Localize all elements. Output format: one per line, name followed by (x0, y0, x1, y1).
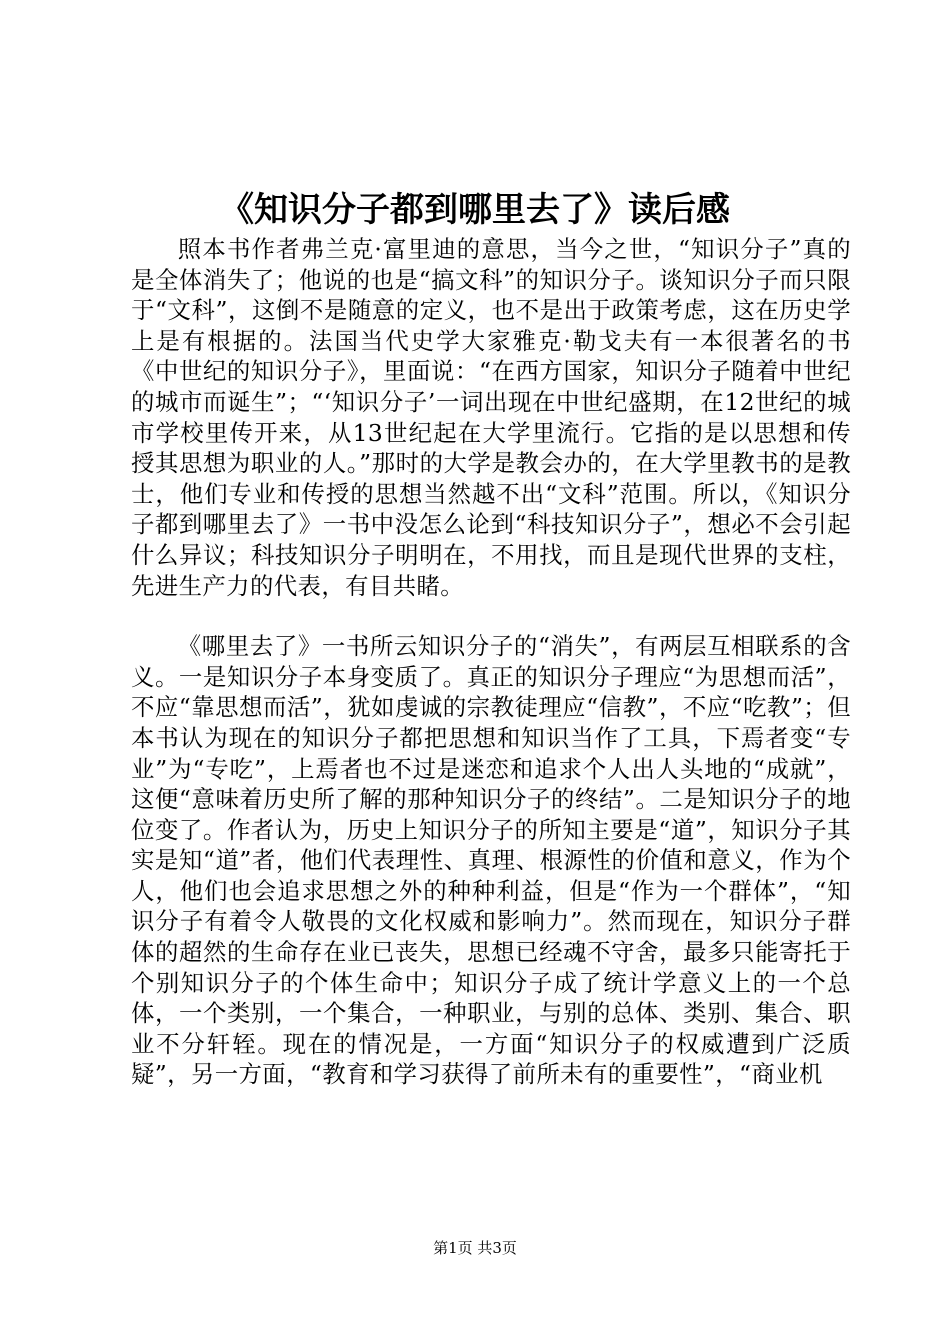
document-title: 《知识分子都到哪里去了》读后感 (220, 190, 730, 230)
page-footer: 第1页 共3页 (433, 1239, 517, 1257)
paragraph-1: 照本书作者弗兰克·富里迪的意思，当今之世，“知识分子”真的是全体消失了；他说的也是“搞文科”的知识分子。谈知识分子而只限于“文科”，这倒不是随意的定义，也不是出于政策考虑，这在历史学上是有根据的。法国当代史学大家雅克·勒戈夫有一本很著名的书《中世纪的知识分子》，里面说：“在西方国家，知识分子随着中世纪的城市而诞生”；“‘知识分子’一词出现在中世纪盛期，在12世纪的城市学校里传开来，从13世纪起在大学里流行。它指的是以思想和传授其思想为职业的人。”那时的大学是教会办的，在大学里教书的是教士，他们专业和传授的思想当然越不出“文科”范围。所以，《知识分子都到哪里去了》一书中没怎么论到“科技知识分子”，想必不会引起什么异议；科技知识分子明明在，不用找，而且是现代世界的支柱，先进生产力的代表，有目共睹。 (131, 235, 851, 600)
paragraph-2: 《哪里去了》一书所云知识分子的“消失”，有两层互相联系的含义。一是知识分子本身变质了。真正的知识分子理应“为思想而活”，不应“靠思想而活”，犹如虔诚的宗教徒理应“信教”，不应“吃教”；但本书认为现在的知识分子都把思想和知识当作了工具，下焉者变“专业”为“专吃”，上焉者也不过是迷恋和追求个人出人头地的“成就”，这便“意味着历史所了解的那种知识分子的终结”。二是知识分子的地位变了。作者认为，历史上知识分子的所知主要是“道”，知识分子其实是知“道”者，他们代表理性、真理、根源性的价值和意义，作为个人，他们也会追求思想之外的种种利益，但是“作为一个群体”，“知识分子有着令人敬畏的文化权威和影响力”。然而现在，知识分子群体的超然的生命存在业已丧失，思想已经魂不守舍，最多只能寄托于个别知识分子的个体生命中；知识分子成了统计学意义上的一个总体，一个类别，一个集合，一种职业，与别的总体、类别、集合、职业不分轩轾。现在的情况是，一方面“知识分子的权威遭到广泛质疑”，另一方面，“教育和学习获得了前所未有的重要性”，“商业机 (131, 632, 851, 1089)
document-body (131, 234, 851, 1090)
